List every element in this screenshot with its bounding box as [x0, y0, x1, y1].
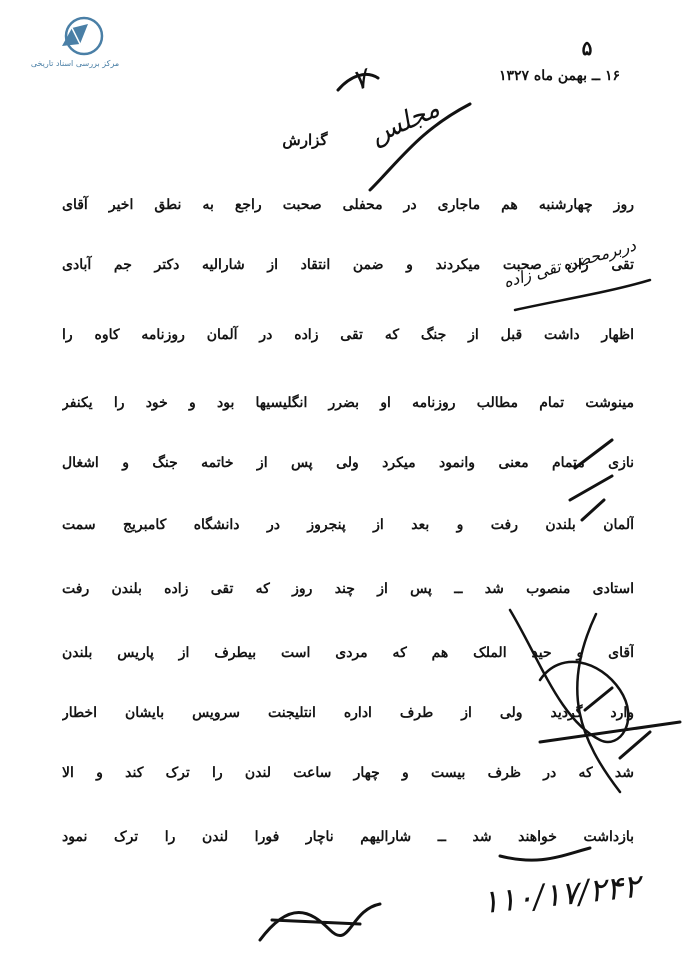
body-line-8: آقای و حید الملک هم که مردی است بیطرف از پاریس بلندن: [62, 645, 634, 661]
body-line-7: استادی منصوب شد ــ پس از چند روز که تقی زاده بلندن رفت: [62, 581, 634, 597]
archive-logo: [20, 16, 130, 76]
document-title: گزارش: [282, 131, 328, 149]
body-line-10: شد که در ظرف بیست و چهار ساعت لندن را ترک کند و الا: [62, 765, 634, 781]
handwritten-top-signature: مجلس: [365, 93, 445, 151]
body-line-6: آلمان بلندن رفت و بعد از پنجروز در دانشگاه کامبریج سمت: [62, 517, 634, 533]
body-line-4: مینوشت تمام مطالب روزنامه او بضرر انگلیسیها بود و خود را یکنفر: [62, 395, 634, 411]
body-line-1: روز چهارشنبه هم ماجاری در محفلی صحبت راجع به نطق اخیر آقای: [62, 197, 634, 213]
handwritten-top-mark: ۷: [347, 61, 373, 98]
body-line-11: بازداشت خواهند شد ــ شارالیهم ناچار فورا لندن را ترک نمود: [62, 829, 634, 845]
body-line-9: وارد گردید ولی از طرف اداره انتلیجنت سرویس بایشان اخطار: [62, 705, 634, 721]
bottom-left-signature: [260, 904, 380, 940]
page-corner-number: ۵: [581, 36, 593, 60]
archive-logo-caption: مرکز بررسی اسناد تاریخی: [30, 59, 120, 68]
document-date: ۱۶ ــ بهمن ماه ۱۳۲۷: [498, 68, 620, 84]
body-line-3: اظهار داشت قبل از جنگ که تقی زاده در آلمان روزنامه کاوه را: [62, 327, 634, 343]
handwritten-side-note: دربرمحضن تقی زاده: [501, 235, 638, 292]
handwritten-bottom-numbers: ۱۱۰/۱۷/۲۴۲: [479, 866, 643, 922]
body-line-5: نازی متمام معنی وانمود میکرد ولی پس از خاتمه جنگ و اشغال: [62, 455, 634, 471]
body-line-2: تقی زاده صحبت میکردند و ضمن انتقاد از شارالیه دکتر جم آبادی: [62, 257, 634, 273]
archive-book-icon: [48, 16, 106, 58]
